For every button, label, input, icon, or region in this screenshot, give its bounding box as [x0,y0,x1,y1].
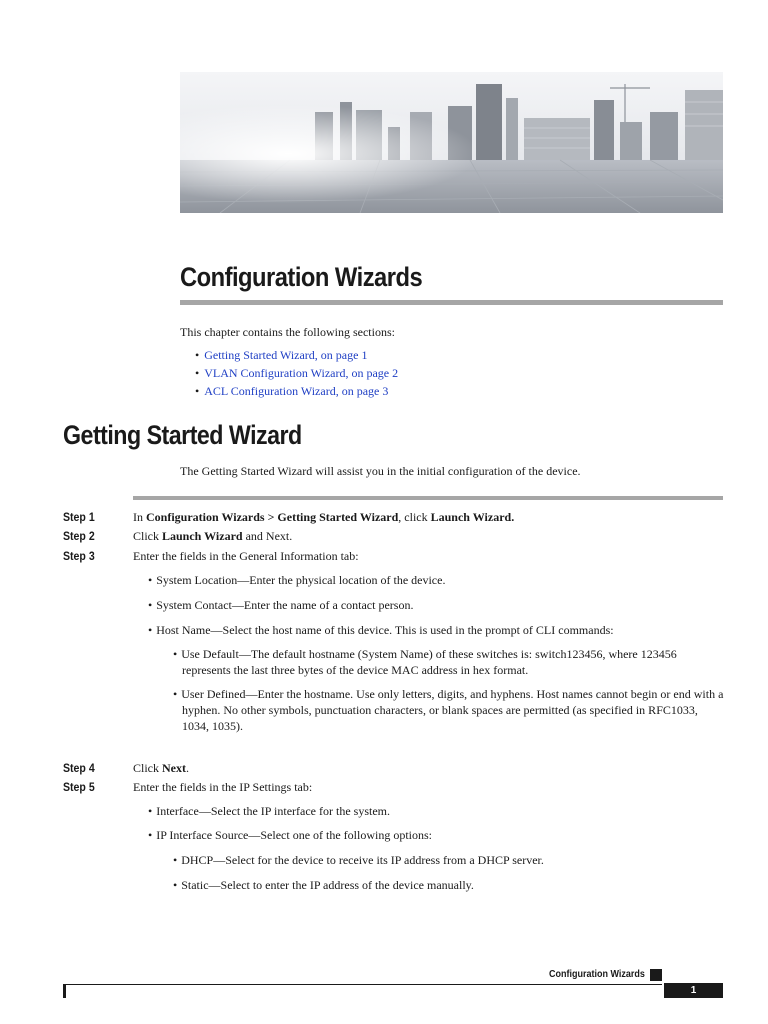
chapter-toc [195,348,398,402]
step-2-text: Click Launch Wizard and Next. [133,529,293,543]
list-item: • User Defined—Enter the hostname. Use only letters, digits, and hyphens. Host names cannot begin or end with a hyphen. No other symbols, punctuation characters, or blank spaces are permitted (as specified in RFC1033, 1034, 1035). [173,686,727,734]
step-label: Step 5 [63,780,95,794]
toc-link-acl[interactable]: ACL Configuration Wizard, on page 3 [204,384,389,398]
list-item: • System Contact—Enter the name of a contact person. [148,598,413,613]
toc-item [195,384,398,402]
toc-item [195,348,398,366]
step-label: Step 4 [63,761,95,775]
banner-image [180,72,723,213]
step-1-text: In Configuration Wizards > Getting Started Wizard, click Launch Wizard. [133,510,515,524]
step-4-text: Click Next. [133,761,189,775]
page-number: 1 [664,983,723,998]
step-label: Step 3 [63,549,95,563]
chapter-title: Configuration Wizards [180,262,423,292]
step-label: Step 1 [63,510,95,524]
step-label: Step 2 [63,529,95,543]
footer-chapter-title: Configuration Wizards [549,969,645,980]
list-item: • Static—Select to enter the IP address of the device manually. [173,877,727,893]
toc-item [195,366,398,384]
step-5-text: Enter the fields in the IP Settings tab: [133,780,313,794]
footer-marker [650,969,662,981]
list-item: • Interface—Select the IP interface for the system. [148,804,390,819]
toc-link-vlan[interactable]: VLAN Configuration Wizard, on page 2 [204,366,399,380]
step-3-text: Enter the fields in the General Information tab: [133,549,359,563]
list-item: • IP Interface Source—Select one of the following options: [148,828,432,843]
footer-rule [63,984,662,985]
footer-tick [63,984,66,998]
section-title: Getting Started Wizard [63,420,302,450]
list-item: • Host Name—Select the host name of this device. This is used in the prompt of CLI commands: [148,623,614,638]
section-lead: The Getting Started Wizard will assist you in the initial configuration of the device. [180,464,581,478]
chapter-title-rule [180,300,723,305]
list-item: • DHCP—Select for the device to receive its IP address from a DHCP server. [173,852,727,868]
procedure-rule [133,496,723,500]
toc-link-getting-started[interactable]: Getting Started Wizard, on page 1 [204,348,368,362]
list-item: • Use Default—The default hostname (System Name) of these switches is: switch123456, where 123456 represents the last three bytes of the device MAC address in hex format. [173,646,727,678]
list-item: • System Location—Enter the physical location of the device. [148,573,445,588]
chapter-intro: This chapter contains the following sections: [180,325,395,339]
